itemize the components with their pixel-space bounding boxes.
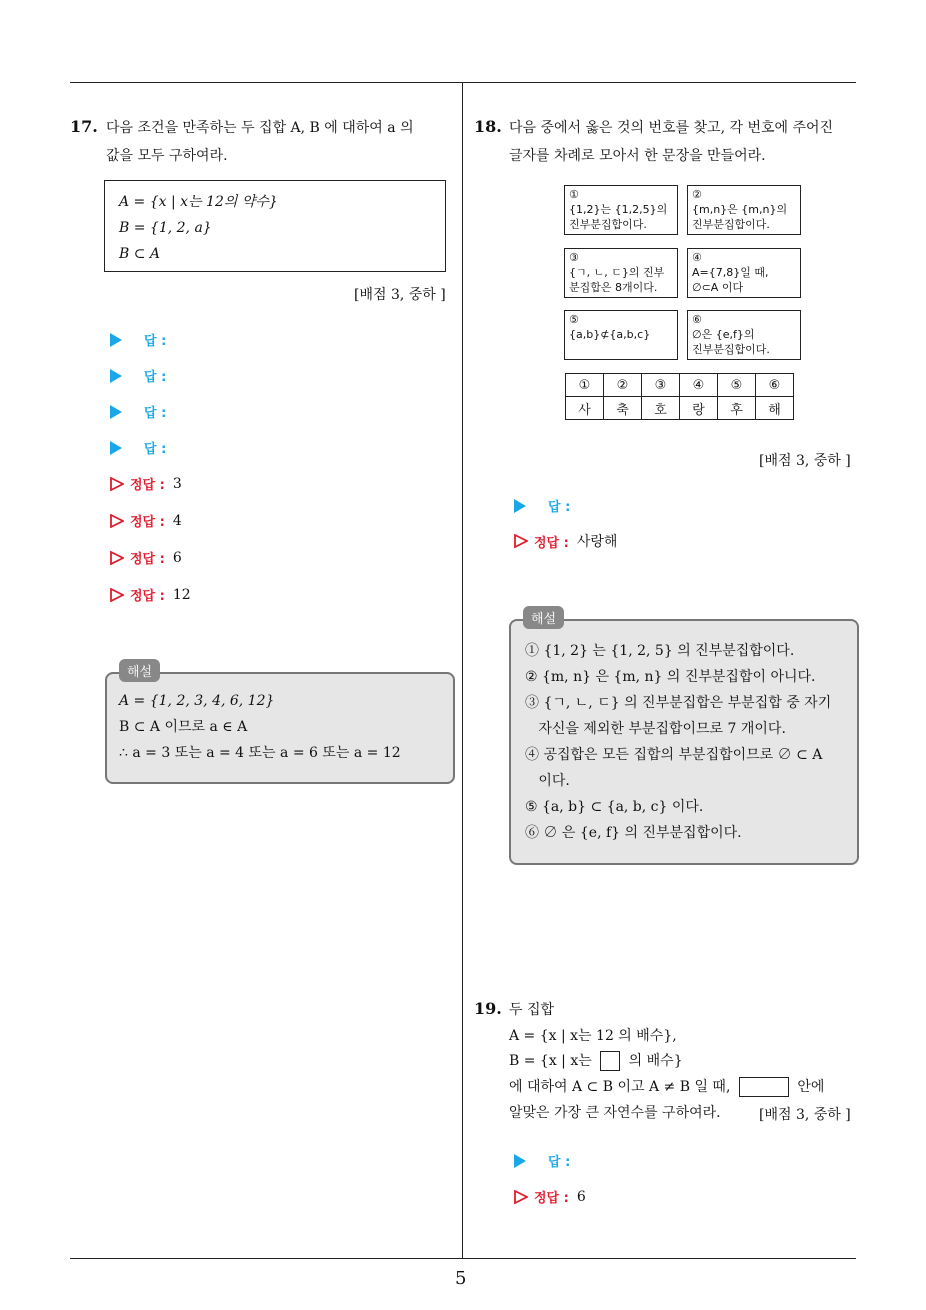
table-cell: ② — [604, 374, 642, 397]
q18-option-2 — [687, 185, 801, 235]
solution-line: ③ {ㄱ, ㄴ, ㄷ} 의 진부분집합은 부분집합 중 자기 — [525, 695, 832, 711]
option-line: ∅은 {e,f}의 — [692, 328, 755, 341]
q17-condition-box — [104, 180, 446, 272]
blank-box — [739, 1077, 789, 1097]
q17-solution-tag: 해설 — [119, 659, 160, 682]
correct-value: 6 — [576, 1188, 586, 1205]
q18-number: 18. — [474, 117, 502, 136]
answer-label: 답 : — [548, 1155, 571, 1170]
answer-arrow-icon — [514, 1154, 526, 1168]
option-number: ② — [692, 188, 702, 201]
q19-answer-field[interactable] — [514, 1151, 570, 1170]
solution-line: 자신을 제외한 부분집합이므로 7 개이다. — [525, 721, 786, 737]
correct-label: 정답 : — [130, 589, 165, 604]
table-cell: 랑 — [680, 397, 718, 420]
q18-answer-field[interactable] — [514, 496, 570, 515]
solution-line: ④ 공집합은 모든 집합의 부분집합이므로 ∅ ⊂ A — [525, 747, 823, 763]
solution-line: ② {m, n} 은 {m, n} 의 진부분집합이 아니다. — [525, 669, 816, 685]
table-cell: 후 — [718, 397, 756, 420]
option-line: {a,b}⊄{a,b,c} — [569, 328, 651, 341]
option-number: ① — [569, 188, 579, 201]
solution-line: ⑤ {a, b} ⊂ {a, b, c} 이다. — [525, 799, 704, 815]
correct-label: 정답 : — [130, 478, 165, 493]
q17-score: [배점 3, 중하 ] — [354, 287, 446, 303]
option-line: 진부분집합이다. — [692, 343, 770, 356]
answer-arrow-icon — [110, 441, 122, 455]
answer-label: 답 : — [144, 442, 167, 457]
solution-line: B ⊂ A 이므로 a ∈ A — [119, 719, 248, 735]
solution-line: A = {1, 2, 3, 4, 6, 12} — [119, 693, 275, 709]
q17-text-line2: 값을 모두 구하여라. — [106, 148, 228, 164]
answer-label: 답 : — [548, 500, 571, 515]
table-cell: ③ — [642, 374, 680, 397]
q17-correct-answer — [110, 585, 191, 604]
q17-correct-answer — [110, 511, 182, 530]
q19-text-line1: 두 집합 — [509, 1002, 555, 1018]
q17-condition: B ⊂ A — [119, 246, 161, 262]
answer-arrow-icon — [110, 405, 122, 419]
q18-option-1 — [564, 185, 678, 235]
option-line: A={7,8}일 때, — [692, 266, 769, 279]
table-cell: 해 — [756, 397, 794, 420]
blank-box — [600, 1051, 620, 1071]
line4-prefix: 에 대하여 A ⊂ B 이고 A ≠ B 일 때, — [509, 1079, 731, 1095]
answer-arrow-icon — [514, 499, 526, 513]
answer-label: 답 : — [144, 334, 167, 349]
correct-arrow-icon — [110, 514, 124, 528]
table-cell: ① — [566, 374, 604, 397]
solution-line: 이다. — [525, 773, 570, 789]
correct-arrow-icon — [110, 477, 124, 491]
option-number: ④ — [692, 251, 702, 264]
q19-text-line4 — [509, 1073, 824, 1101]
table-cell: 호 — [642, 397, 680, 420]
correct-arrow-icon — [110, 551, 124, 565]
correct-value: 3 — [172, 475, 182, 492]
q18-solution-box — [509, 619, 859, 865]
correct-value: 사랑해 — [576, 534, 618, 550]
option-line: {1,2}는 {1,2,5}의 — [569, 203, 668, 216]
option-line: {ㄱ, ㄴ, ㄷ}의 진부 — [569, 266, 665, 279]
q18-option-6 — [687, 310, 801, 360]
solution-line: ① {1, 2} 는 {1, 2, 5} 의 진부분집합이다. — [525, 643, 795, 659]
column-divider — [462, 83, 463, 1258]
table-cell: 사 — [566, 397, 604, 420]
correct-arrow-icon — [514, 1190, 528, 1204]
option-number: ③ — [569, 251, 579, 264]
q18-option-4 — [687, 248, 801, 298]
q18-option-3 — [564, 248, 678, 298]
q17-correct-answer — [110, 548, 182, 567]
q17-answer-field[interactable] — [110, 402, 166, 421]
bottom-rule — [70, 1258, 856, 1259]
option-line: ∅⊂A 이다 — [692, 281, 744, 294]
answer-label: 답 : — [144, 406, 167, 421]
q17-solution-box — [105, 672, 455, 784]
correct-label: 정답 : — [534, 1191, 569, 1206]
correct-label: 정답 : — [130, 515, 165, 530]
table-cell: 축 — [604, 397, 642, 420]
correct-value: 12 — [172, 586, 191, 603]
q17-answer-field[interactable] — [110, 330, 166, 349]
answer-label: 답 : — [144, 370, 167, 385]
q18-score: [배점 3, 중하 ] — [759, 453, 851, 469]
table-cell: ⑥ — [756, 374, 794, 397]
q19-correct-answer — [514, 1187, 586, 1206]
set-b-prefix: B = {x | x는 — [509, 1053, 592, 1069]
q19-set-a: A = {x | x는 12 의 배수}, — [509, 1028, 677, 1044]
q19-set-b — [509, 1047, 683, 1075]
q19-score: [배점 3, 중하 ] — [759, 1107, 851, 1123]
correct-value: 4 — [172, 512, 182, 529]
line4-suffix: 안에 — [797, 1079, 825, 1095]
correct-label: 정답 : — [130, 552, 165, 567]
answer-arrow-icon — [110, 369, 122, 383]
page-number: 5 — [455, 1268, 467, 1289]
q18-option-5 — [564, 310, 678, 360]
top-rule — [70, 82, 856, 83]
q19-text-line5: 알맞은 가장 큰 자연수를 구하여라. — [509, 1105, 721, 1121]
option-line: {m,n}은 {m,n}의 — [692, 203, 788, 216]
q18-correct-answer — [514, 531, 617, 551]
table-row — [566, 374, 794, 397]
solution-line: ∴ a = 3 또는 a = 4 또는 a = 6 또는 a = 12 — [119, 745, 401, 761]
option-number: ⑤ — [569, 313, 579, 326]
q17-answer-field[interactable] — [110, 438, 166, 457]
q17-text-line1: 다음 조건을 만족하는 두 집합 A, B 에 대하여 a 의 — [106, 120, 414, 136]
q19-number: 19. — [474, 999, 502, 1018]
table-cell: ⑤ — [718, 374, 756, 397]
q17-condition: A = {x | x는 12의 약수} — [119, 194, 278, 210]
table-row — [566, 397, 794, 420]
q18-text-line1: 다음 중에서 옳은 것의 번호를 찾고, 각 번호에 주어진 — [509, 120, 834, 136]
option-line: 진부분집합이다. — [692, 218, 770, 231]
q17-number: 17. — [70, 117, 98, 136]
q18-text-line2: 글자를 차례로 모아서 한 문장을 만들어라. — [509, 148, 766, 164]
table-cell: ④ — [680, 374, 718, 397]
q18-letter-table — [565, 373, 794, 420]
q17-answer-field[interactable] — [110, 366, 166, 385]
solution-line: ⑥ ∅ 은 {e, f} 의 진부분집합이다. — [525, 825, 742, 841]
correct-arrow-icon — [514, 534, 528, 548]
q17-correct-answer — [110, 474, 182, 493]
option-line: 분집합은 8개이다. — [569, 281, 658, 294]
set-b-suffix: 의 배수} — [628, 1053, 683, 1069]
q17-condition: B = {1, 2, a} — [119, 220, 212, 236]
correct-value: 6 — [172, 549, 182, 566]
option-number: ⑥ — [692, 313, 702, 326]
correct-arrow-icon — [110, 588, 124, 602]
option-line: 진부분집합이다. — [569, 218, 647, 231]
q18-solution-tag: 해설 — [523, 606, 564, 629]
answer-arrow-icon — [110, 333, 122, 347]
correct-label: 정답 : — [534, 535, 569, 551]
